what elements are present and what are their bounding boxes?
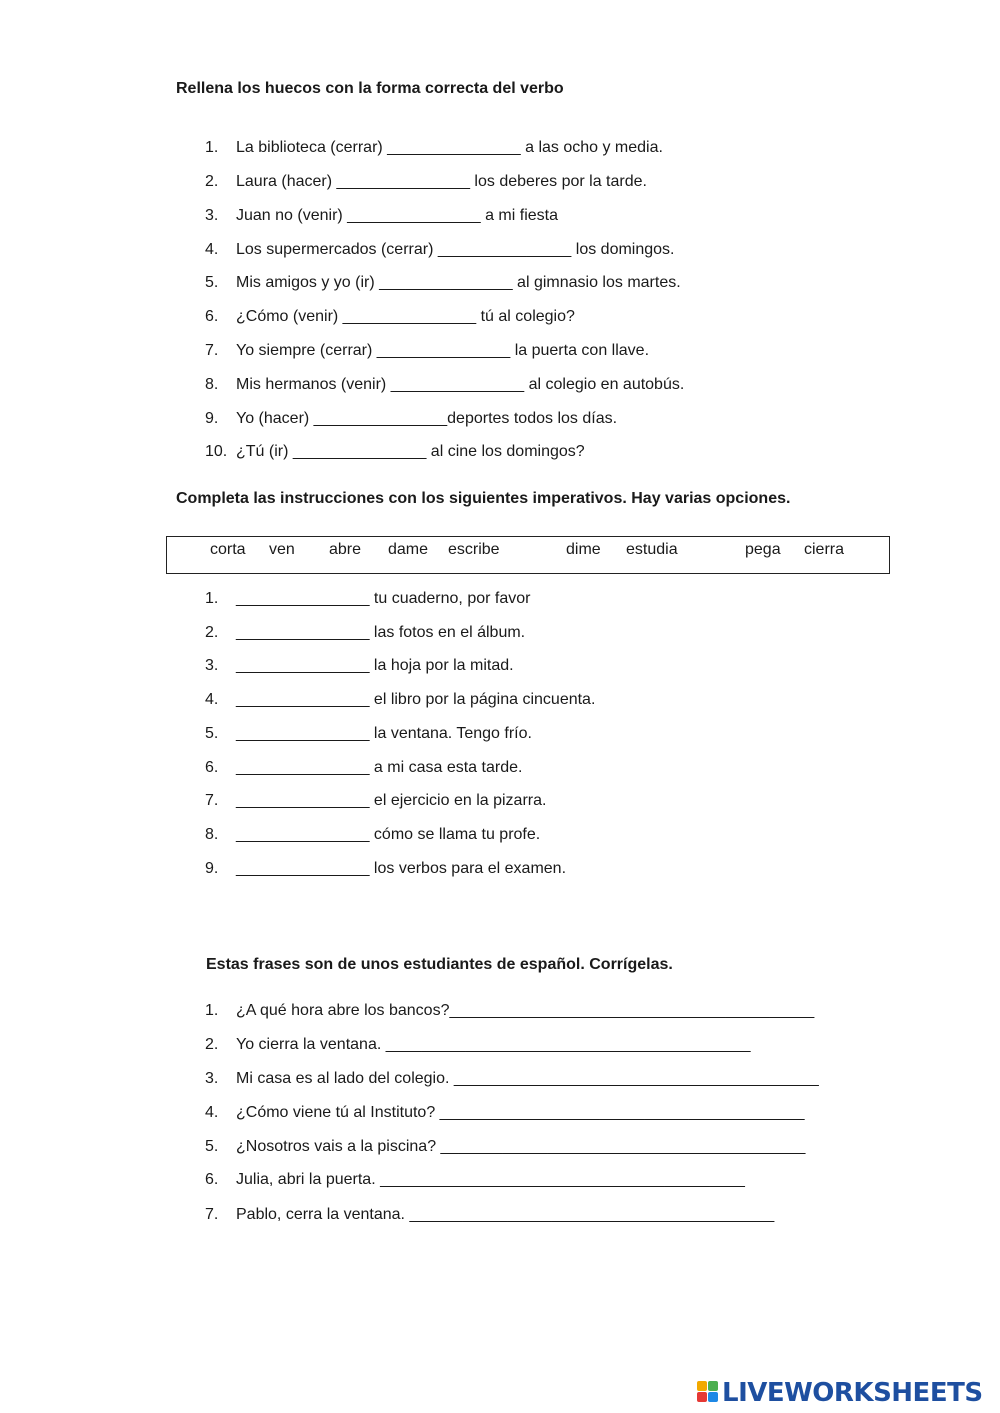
list-item	[205, 307, 575, 327]
item-number: 2.	[205, 173, 219, 190]
item-text[interactable]: ¿Nosotros vais a la piscina? _________________________________________	[236, 1138, 806, 1155]
item-number: 1.	[205, 139, 219, 156]
item-text[interactable]: Mi casa es al lado del colegio. _________________________________________	[236, 1070, 819, 1087]
word-bank-item: dime	[566, 541, 601, 558]
word-bank-item: abre	[329, 541, 362, 558]
item-number: 7.	[205, 342, 219, 359]
item-text[interactable]: _______________ a mi casa esta tarde.	[236, 759, 523, 776]
item-text[interactable]: Yo siempre (cerrar) _______________ la puerta con llave.	[236, 342, 650, 359]
item-number: 2.	[205, 1036, 219, 1053]
liveworksheets-logo-icon	[697, 1381, 719, 1405]
item-text[interactable]: Los supermercados (cerrar) _______________ los domingos.	[236, 241, 675, 258]
item-number: 4.	[205, 1104, 219, 1121]
list-item	[205, 690, 595, 710]
item-number: 4.	[205, 241, 219, 258]
item-text[interactable]: ¿Cómo (venir) _______________ tú al colegio?	[236, 308, 575, 325]
item-number: 7.	[205, 1206, 219, 1223]
item-number: 4.	[205, 691, 219, 708]
list-item	[205, 1035, 751, 1055]
item-number: 5.	[205, 725, 219, 742]
word-bank-item: escribe	[448, 541, 500, 558]
item-text[interactable]: Mis hermanos (venir) _______________ al colegio en autobús.	[236, 376, 685, 393]
word-bank-item: pega	[745, 541, 781, 558]
list-item	[205, 341, 649, 361]
list-item	[205, 273, 681, 293]
word-bank-item: estudia	[626, 541, 678, 558]
list-item	[205, 859, 566, 879]
list-item	[205, 442, 585, 462]
list-item	[205, 1001, 814, 1021]
list-item	[205, 138, 663, 158]
list-item	[205, 375, 684, 395]
item-text[interactable]: _______________ la ventana. Tengo frío.	[236, 725, 532, 742]
list-item	[205, 409, 617, 429]
item-text[interactable]: ¿Tú (ir) _______________ al cine los domingos?	[236, 443, 585, 460]
list-item	[205, 656, 514, 676]
item-text[interactable]: ¿A qué hora abre los bancos?_________________________________________	[236, 1002, 815, 1019]
item-number: 9.	[205, 860, 219, 877]
item-text[interactable]: _______________ el libro por la página cincuenta.	[236, 691, 596, 708]
word-bank-box	[166, 536, 890, 574]
list-item	[205, 791, 546, 811]
section2-title: Completa las instrucciones con los siguientes imperativos. Hay varias opciones.	[176, 490, 791, 507]
list-item	[205, 240, 674, 260]
list-item	[205, 1205, 774, 1225]
item-number: 1.	[205, 590, 219, 607]
item-number: 10.	[205, 443, 228, 460]
item-number: 6.	[205, 759, 219, 776]
item-text[interactable]: Mis amigos y yo (ir) _______________ al gimnasio los martes.	[236, 274, 681, 291]
item-number: 7.	[205, 792, 219, 809]
item-number: 1.	[205, 1002, 219, 1019]
list-item	[205, 1103, 805, 1123]
item-text[interactable]: Pablo, cerra la ventana. _________________________________________	[236, 1206, 775, 1223]
list-item	[205, 758, 522, 778]
item-text[interactable]: Yo cierra la ventana. _________________________________________	[236, 1036, 751, 1053]
list-item	[205, 589, 530, 609]
item-number: 6.	[205, 308, 219, 325]
item-text[interactable]: _______________ los verbos para el examen.	[236, 860, 567, 877]
item-number: 6.	[205, 1171, 219, 1188]
word-bank-item: dame	[388, 541, 429, 558]
word-bank-item: cierra	[804, 541, 845, 558]
item-text[interactable]: Laura (hacer) _______________ los deberes por la tarde.	[236, 173, 647, 190]
item-number: 5.	[205, 1138, 219, 1155]
item-text[interactable]: _______________ cómo se llama tu profe.	[236, 826, 541, 843]
item-text[interactable]: _______________ las fotos en el álbum.	[236, 624, 526, 641]
item-number: 3.	[205, 657, 219, 674]
item-text[interactable]: _______________ el ejercicio en la pizarra.	[236, 792, 547, 809]
item-number: 8.	[205, 376, 219, 393]
list-item	[205, 1137, 805, 1157]
item-number: 8.	[205, 826, 219, 843]
section1-title: Rellena los huecos con la forma correcta del verbo	[176, 80, 564, 97]
liveworksheets-logo	[697, 1378, 983, 1408]
list-item	[205, 206, 558, 226]
list-item	[205, 623, 525, 643]
section3-title: Estas frases son de unos estudiantes de español. Corrígelas.	[206, 956, 673, 973]
item-number: 5.	[205, 274, 219, 291]
item-text[interactable]: _______________ tu cuaderno, por favor	[236, 590, 531, 607]
item-number: 3.	[205, 207, 219, 224]
item-text[interactable]: ¿Cómo viene tú al Instituto? _________________________________________	[236, 1104, 805, 1121]
item-number: 2.	[205, 624, 219, 641]
item-text[interactable]: La biblioteca (cerrar) _______________ a las ocho y media.	[236, 139, 663, 156]
list-item	[205, 172, 647, 192]
list-item	[205, 1069, 819, 1089]
list-item	[205, 1170, 745, 1190]
list-item	[205, 724, 532, 744]
logo-text: LIVEWORKSHEETS	[722, 1378, 983, 1408]
item-text[interactable]: _______________ la hoja por la mitad.	[236, 657, 514, 674]
item-text[interactable]: Juan no (venir) _______________ a mi fiesta	[236, 207, 558, 224]
word-bank-item: corta	[210, 541, 246, 558]
item-number: 3.	[205, 1070, 219, 1087]
item-text[interactable]: Yo (hacer) _______________deportes todos los días.	[236, 410, 618, 427]
list-item	[205, 825, 540, 845]
word-bank-item: ven	[269, 541, 295, 558]
item-text[interactable]: Julia, abri la puerta. _________________________________________	[236, 1171, 745, 1188]
item-number: 9.	[205, 410, 219, 427]
